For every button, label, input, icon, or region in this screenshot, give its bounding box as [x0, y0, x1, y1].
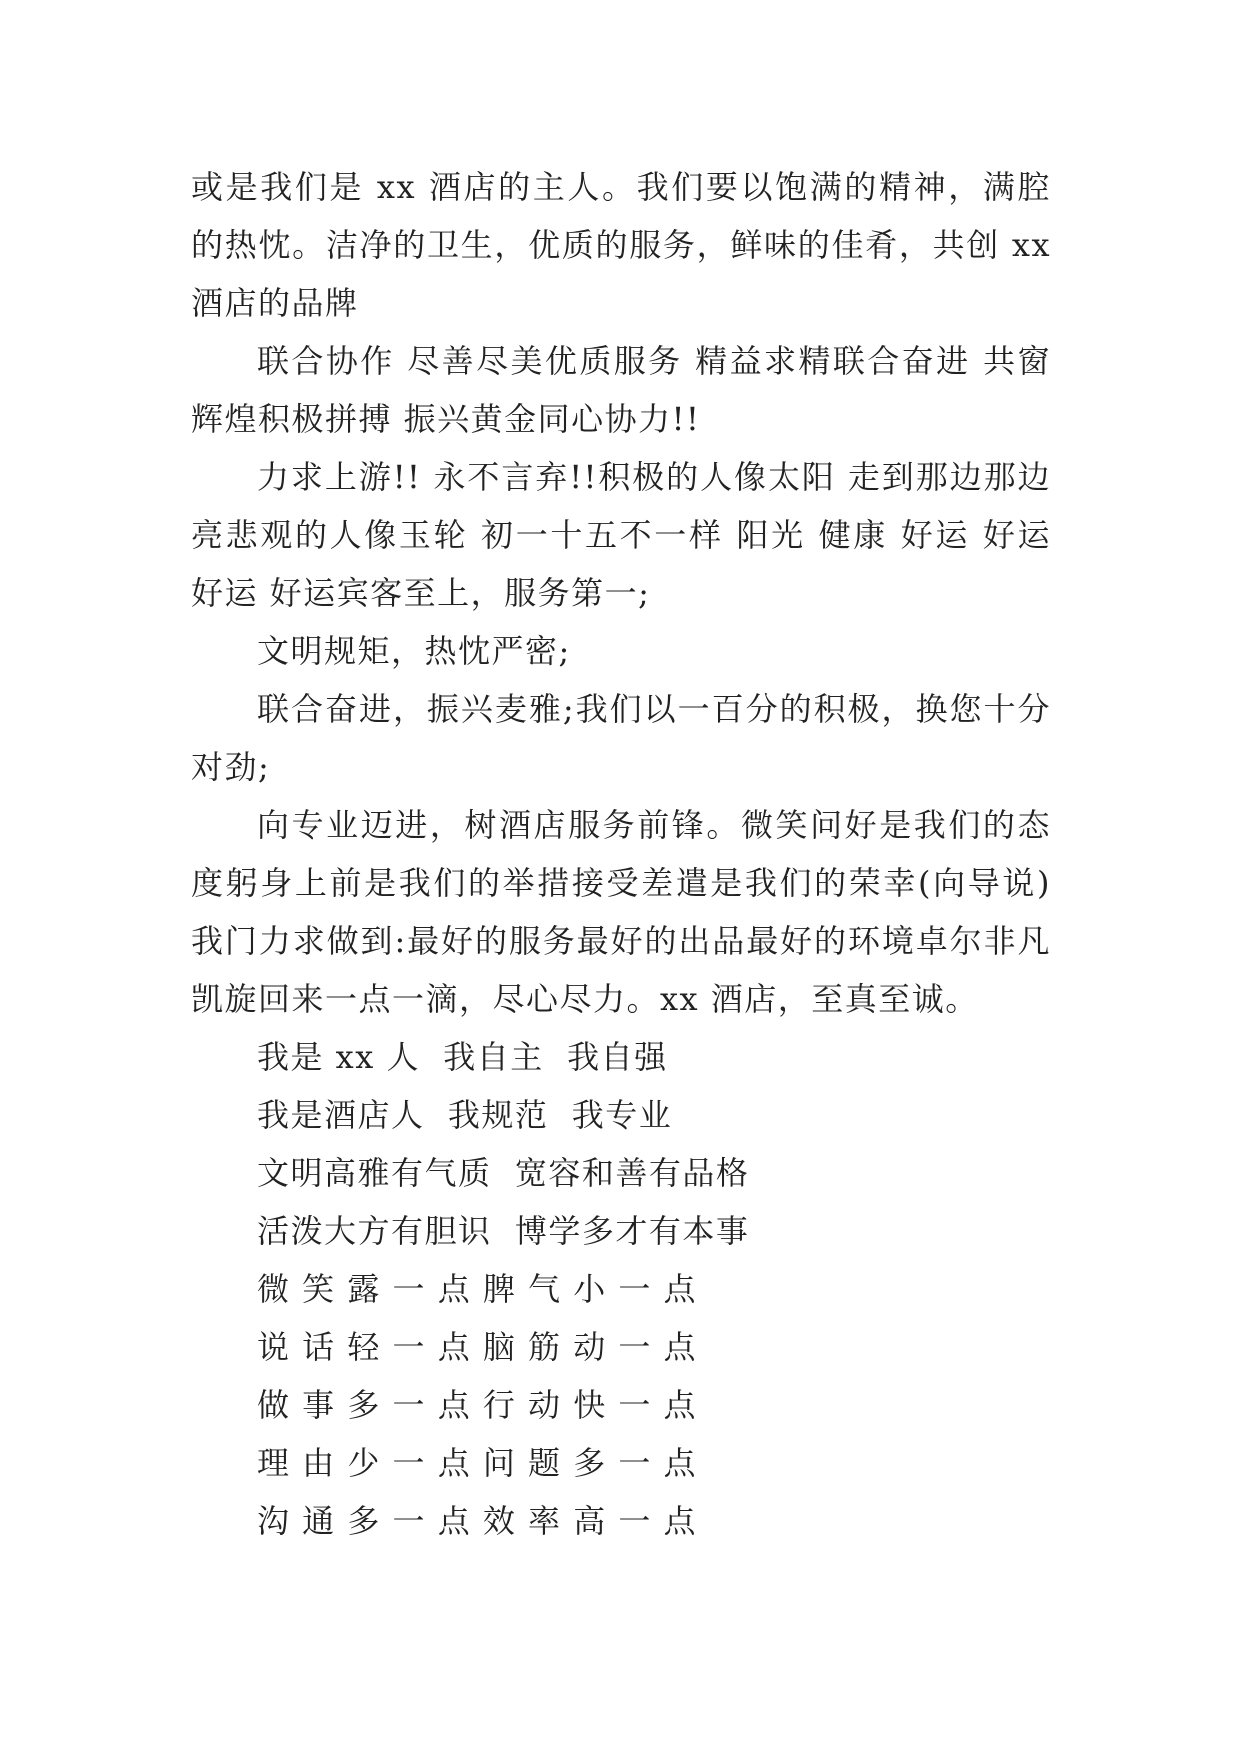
- slogan-line-communication: 沟 通 多 一 点 效 率 高 一 点: [257, 1502, 698, 1540]
- slogan-line-hotel-person: 我是酒店人 我规范 我专业: [257, 1096, 673, 1134]
- paragraph-civility: 文明规矩，热忱严密;: [257, 632, 571, 670]
- document-body: [191, 158, 1051, 1550]
- slogan-line-elegance: 文明高雅有气质 宽容和善有品格: [257, 1154, 750, 1192]
- paragraph-positive-slogans: 力求上游!! 永不言弃!!积极的人像太阳 走到那边那边亮悲观的人像玉轮 初一十五不一样 阳光 健康 好运 好运好运 好运宾客至上，服务第一;: [191, 458, 1051, 612]
- slogan-line-speak: 说 话 轻 一 点 脑 筋 动 一 点: [257, 1328, 698, 1366]
- paragraph-united-effort: 联合奋进，振兴麦雅;我们以一百分的积极，换您十分对劲;: [191, 690, 1051, 786]
- paragraph-cooperation-slogans: 联合协作 尽善尽美优质服务 精益求精联合奋进 共窗辉煌积极拼搏 振兴黄金同心协力!!: [191, 342, 1051, 438]
- slogan-line-self-reliance: 我是 xx 人 我自主 我自强: [257, 1038, 668, 1076]
- slogan-line-work: 做 事 多 一 点 行 动 快 一 点: [257, 1386, 698, 1424]
- slogan-line-reason: 理 由 少 一 点 问 题 多 一 点: [257, 1444, 698, 1482]
- paragraph-brand-intro: 或是我们是 xx 酒店的主人。我们要以饱满的精神，满腔的热忱。洁净的卫生，优质的服务，鲜味的佳肴，共创 xx 酒店的品牌: [191, 168, 1051, 322]
- slogan-line-smile: 微 笑 露 一 点 脾 气 小 一 点: [257, 1270, 698, 1308]
- paragraph-professional-service: 向专业迈进，树酒店服务前锋。微笑问好是我们的态度躬身上前是我们的举措接受差遣是我们的荣幸(向导说)我门力求做到:最好的服务最好的出品最好的环境卓尔非凡 凯旋回来一点一滴，尽心尽力。xx 酒店，至真至诚。: [191, 806, 1051, 1018]
- slogan-line-lively: 活泼大方有胆识 博学多才有本事: [257, 1212, 750, 1250]
